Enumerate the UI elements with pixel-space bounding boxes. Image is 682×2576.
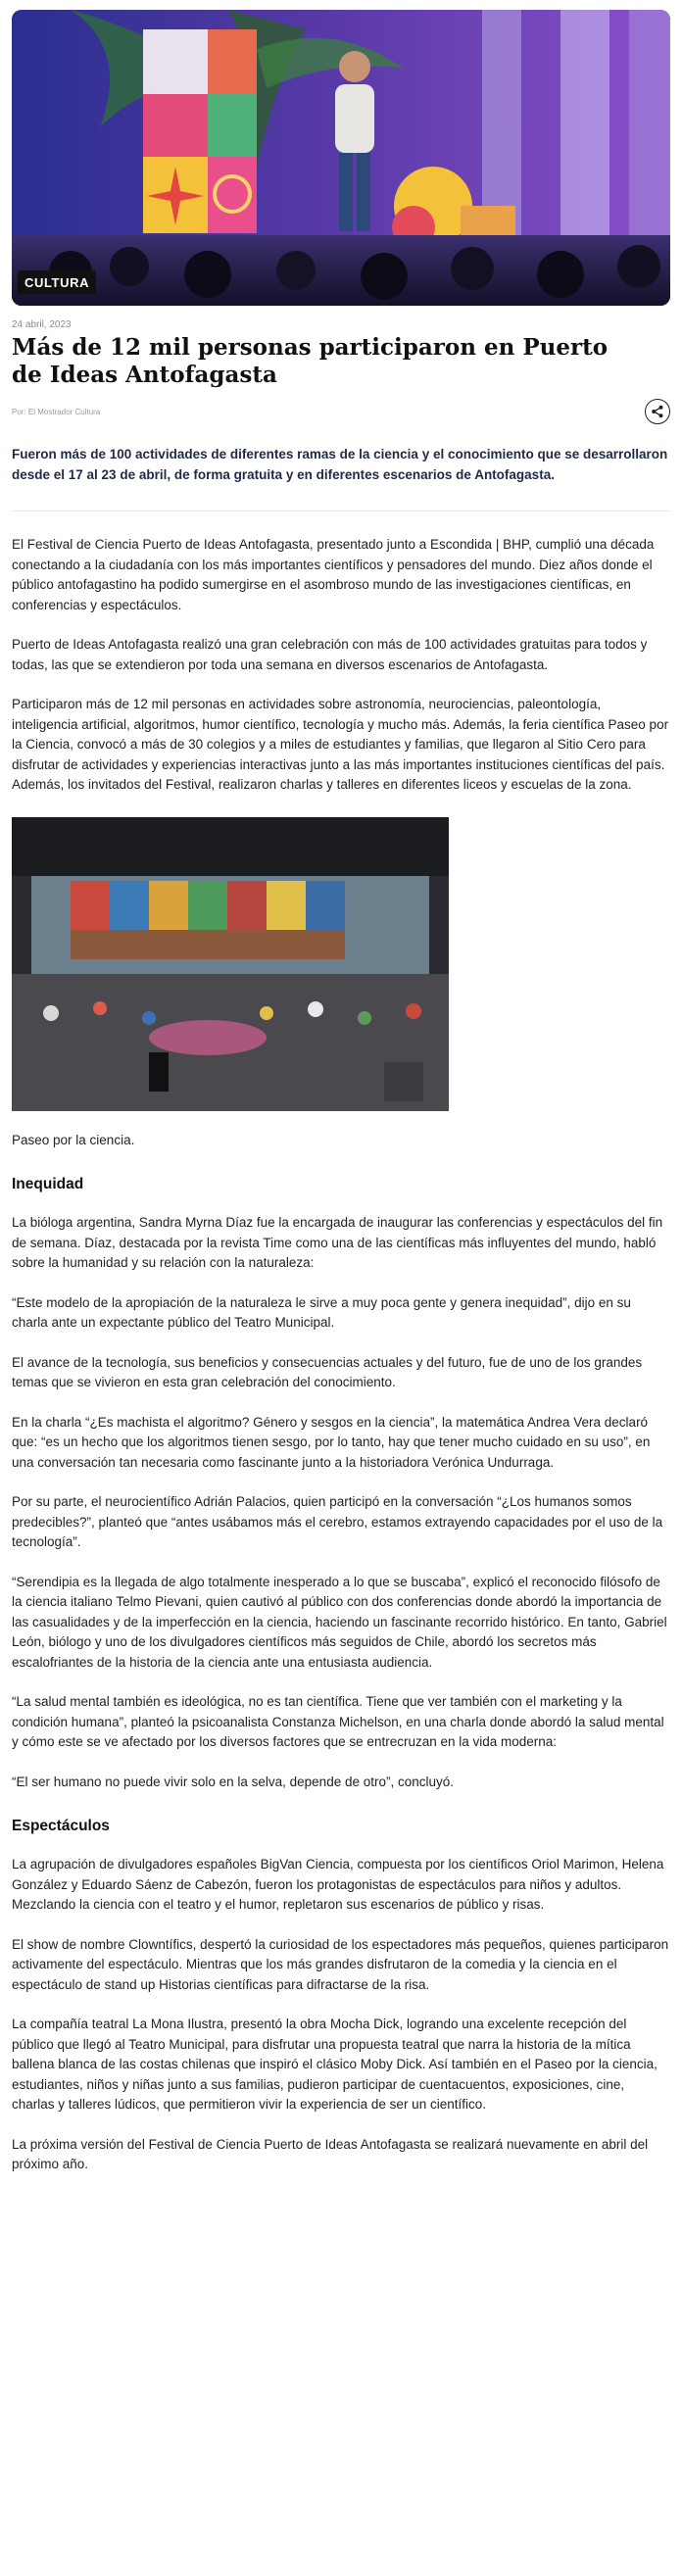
article-title: Más de 12 mil personas participaron en Puerto de Ideas Antofagasta [12, 334, 609, 388]
paragraph: Puerto de Ideas Antofagasta realizó una gran celebración con más de 100 actividades gratuitas para todos y todas, las que se extendieron por toda una semana en diversos escenarios de Antofagasta. [12, 637, 648, 672]
paragraph: Participaron más de 12 mil personas en actividades sobre astronomía, neurociencias, paleontología, inteligencia artificial, algoritmos, humor científico, tecnología y mucho más. Además, la feria científica Paseo por la Ciencia, convocó a más de 30 colegios y a miles de estudiantes y familias, que llegaron al Sitio Cero para disfrutar de actividades y experiencias interactivas junto a las más importantes instituciones científicas del país. Además, los invitados del Festival, realizaron charlas y talleres en diferentes liceos y escuelas de la zona. [12, 697, 669, 792]
paragraph: “La salud mental también es ideológica, no es tan científica. Tiene que ver también con el marketing y la condición humana”, planteó la psicoanalista Constanza Michelson, en una charla donde abordó la salud mental y cómo este se ve afectado por los diversos factores que se entrecruzan en la vida moderna: [12, 1694, 664, 1749]
paragraph: En la charla “¿Es machista el algoritmo? Género y sesgos en la ciencia”, la matemática Andrea Vera declaró que: “es un hecho que los algoritmos tienen sesgo, por lo tanto, hay que tener mucho cuidado en su uso”, en una conversación tan necesaria como fascinante junto a la historiadora Verónica Undurraga. [12, 1414, 651, 1470]
paragraph: “El ser humano no puede vivir solo en la selva, depende de otro”, concluyó. [12, 1774, 455, 1789]
paragraph: La compañía teatral La Mona Ilustra, presentó la obra Mocha Dick, logrando una excelente recepción del público que llegó al Teatro Municipal, para disfrutar una propuesta teatral que narra la historia de la mítica ballena blanca de las costas chilenas que inspiró el clásico Moby Dick. Así también en el Paseo por la ciencia, estudiantes, niños y niñas junto a sus familias, pudieron participar de cuentacuentos, exposiciones, cine, charlas y talleres lúdicos, que permitieron vivir la experiencia de ser un científico. [12, 2017, 658, 2112]
byline[interactable]: Por: El Mostrador Cultura [12, 407, 101, 416]
photo-caption: Paseo por la ciencia. [12, 1132, 135, 1147]
stage-photo [12, 10, 670, 306]
article-lead: Fueron más de 100 actividades de diferentes ramas de la ciencia y el conocimiento que se desarrollaron desde el 17 al 23 de abril, de forma gratuita y en diferentes escenarios de Antofagasta. [12, 444, 670, 511]
paragraph: Por su parte, el neurocientífico Adrián Palacios, quien participó en la conversación “¿Los humanos somos predecibles?”, planteó que “antes usábamos más el cerebro, estamos extrayendo capacidades por el uso de la tecnología”. [12, 1494, 663, 1549]
share-button[interactable] [645, 399, 670, 424]
section-heading: Inequidad [12, 1176, 84, 1192]
share-icon [651, 405, 664, 418]
paragraph: El avance de la tecnología, sus beneficios y consecuencias actuales y del futuro, fue de uno de los grandes temas que se vivieron en esta gran celebración del conocimiento. [12, 1354, 643, 1389]
article-body [12, 535, 670, 2175]
article-page [0, 10, 682, 2175]
paragraph: La próxima versión del Festival de Ciencia Puerto de Ideas Antofagasta se realizará nuevamente en abril del próximo año. [12, 2136, 649, 2171]
paragraph: “Este modelo de la apropiación de la naturaleza le sirve a muy poca gente y genera inequidad”, dijo en su charla ante un expectante público del Teatro Municipal. [12, 1294, 631, 1330]
paragraph: El Festival de Ciencia Puerto de Ideas Antofagasta, presentado junto a Escondida | BHP, cumplió una década conectando a la ciudadanía con los más importantes científicos y pensadores del mundo. Diez años donde el público antofagastino ha podido sumergirse en el asombroso mundo de las investigaciones científicas, en conferencias y espectáculos. [12, 537, 655, 612]
meta-row [12, 399, 670, 424]
section-heading: Espectáculos [12, 1818, 110, 1834]
paragraph: La bióloga argentina, Sandra Myrna Díaz fue la encargada de inaugurar las conferencias y espectáculos del fin de semana. Díaz, destacada por la revista Time como una de las científicas más influyentes del mundo, habló sobre la humanidad y su relación con la naturaleza: [12, 1215, 663, 1270]
category-tag[interactable]: CULTURA [18, 270, 96, 294]
publish-date: 24 abril, 2023 [12, 319, 72, 330]
paragraph: “Serendipia es la llegada de algo totalmente inesperado a lo que se buscaba”, explicó el reconocido filósofo de la ciencia italiano Telmo Pievani, quien cautivó al público con dos conferencias donde abordó la importancia de las casualidades y de la imperfección en la ciencia, haciendo un fascinante recorrido histórico. En tanto, Gabriel León, biólogo y uno de los divulgadores científicos más seguidos de Chile, abordó los secretos más escalofriantes de la historia de la ciencia ante una entusiasta audiencia. [12, 1574, 667, 1670]
paragraph: La agrupación de divulgadores españoles BigVan Ciencia, compuesta por los científicos Oriol Marimon, Helena González y Eduardo Sáenz de Cabezón, fueron los protagonistas de espectáculos para niños y adultos. Mezclando la ciencia con el teatro y el humor, repletaron sus escenarios de público y risas. [12, 1857, 664, 1912]
fair-photo [12, 817, 449, 1111]
article-photo [12, 817, 449, 1111]
hero-image [12, 10, 670, 306]
paragraph: El show de nombre Clowntífics, despertó la curiosidad de los espectadores más pequeños, quienes participaron activamente del espectáculo. Mientras que los más grandes disfrutaron de la comedia y la ciencia en el espectáculo de stand up Historias científicas para difractarse de la risa. [12, 1936, 669, 1992]
